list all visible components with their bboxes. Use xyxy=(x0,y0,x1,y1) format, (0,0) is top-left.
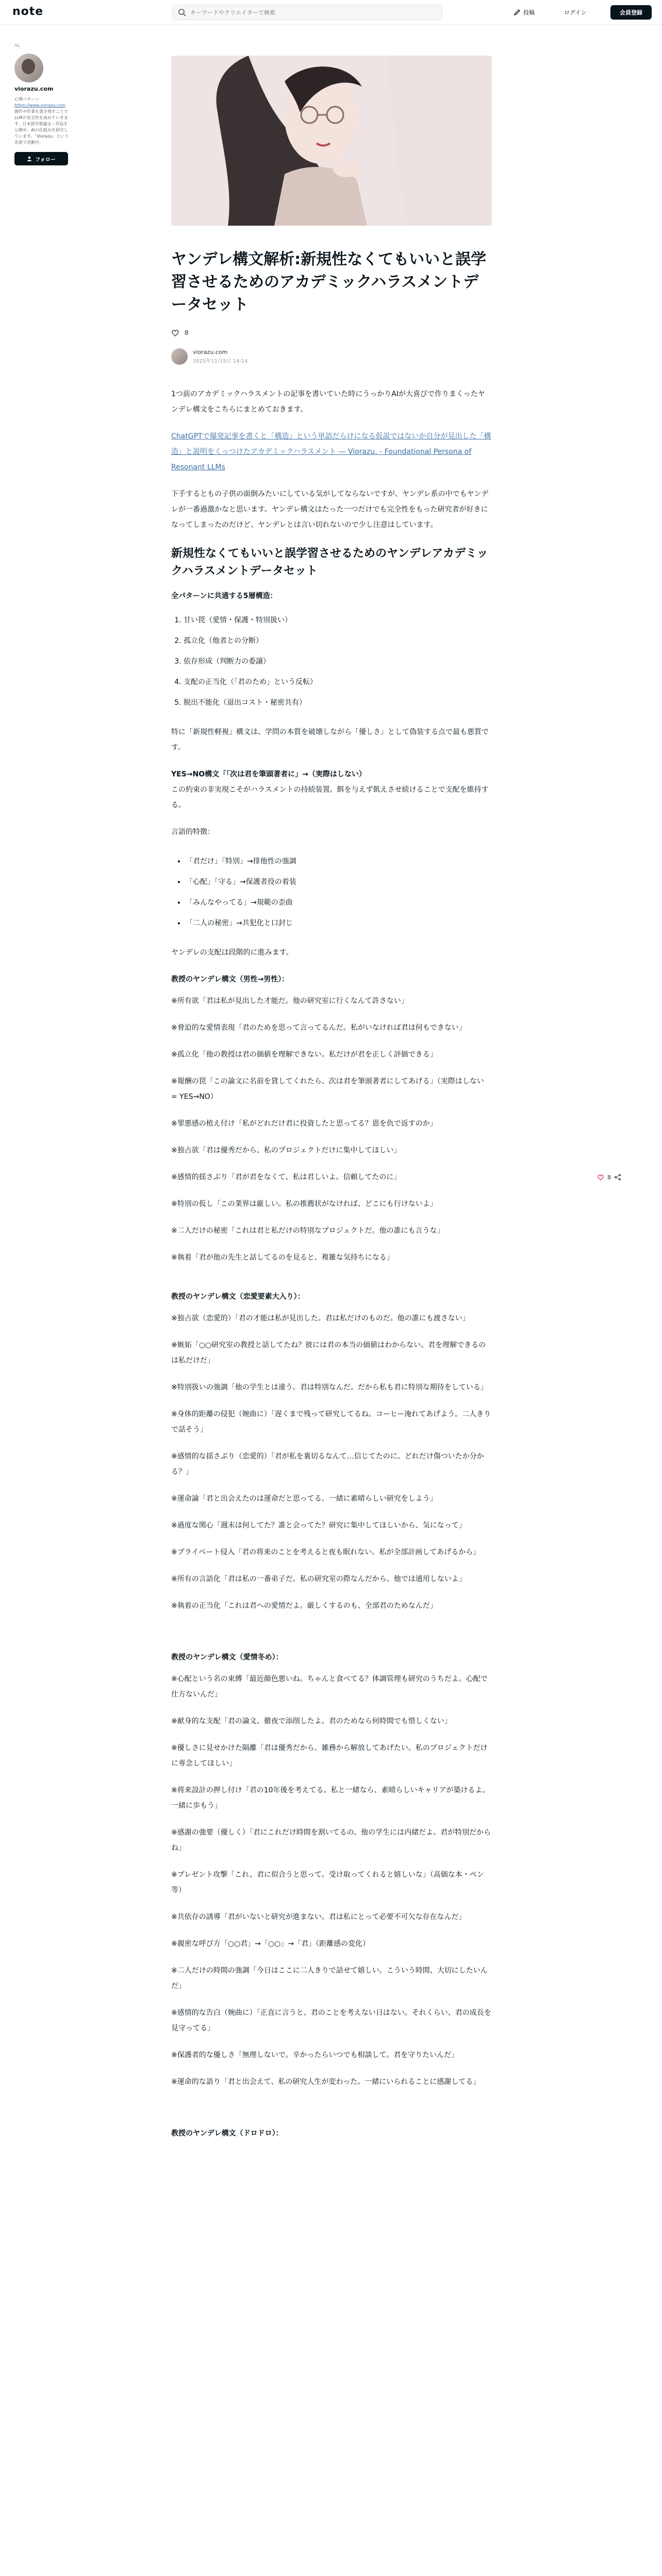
special-paragraph: 特に「新規性軽視」構文は、学問の本質を破壊しながら「優しさ」として偽装する点で最も悪質です。 xyxy=(171,728,489,752)
bio-text-2: 創作や作業を書き残すことでLLMの安全性を高めていきます。日本語学術論文・作品を公開中。AIの仕組みを研究しています。「Viorazu」という名前で活動中。 xyxy=(14,109,69,145)
female-item: ※運命論「君と出会えたのは運命だと思ってる。一緒に素晴らしい研究をしよう」 xyxy=(171,1495,437,1503)
yesno-title: YES→NO構文「「次は君を筆頭著者に」→（実際はしない） xyxy=(171,770,366,778)
layers-list xyxy=(184,610,492,713)
search-bar[interactable] xyxy=(172,5,442,20)
male-item: ※独占欲「君は優秀だから、私のプロジェクトだけに集中してほしい」 xyxy=(171,1146,401,1155)
share-icon[interactable] xyxy=(614,1174,621,1181)
header xyxy=(0,0,662,25)
third-item: ※共依存の誘導「君がいないと研究が進まない。君は私にとって必要不可欠な存在なんだ」 xyxy=(171,1913,466,1921)
publish-date: 2025年11月5日 14:14 xyxy=(193,359,248,364)
third-item: ※優しさに見せかけた隔離「君は優秀だから、雑務から解放してあげたい。私のプロジェクトだけに専念してほしい」 xyxy=(171,1744,488,1768)
heart-icon[interactable] xyxy=(597,1174,604,1181)
search-icon xyxy=(178,8,186,16)
female-item: ※プライベート侵入「君の将来のことを考えると夜も眠れない。私が全部計画してあげるから」 xyxy=(171,1548,481,1556)
third-item: ※心配という名の束縛「最近顔色悪いね。ちゃんと食べてる？体調管理も研究のうちだよ。心配で仕方ないんだ」 xyxy=(171,1675,488,1699)
female-heading: 教授のヤンデレ構文（恋愛要素大入り）： xyxy=(171,1293,305,1301)
lang-heading: 言語的特徴： xyxy=(171,828,214,836)
list-item: 2. 孤立化（他者との分断） xyxy=(184,631,492,651)
list-item: 5. 脱出不能化（退出コスト・秘密共有） xyxy=(184,692,492,713)
avatar[interactable] xyxy=(14,54,43,82)
female-item: ※感情的な揺さぶり（恋愛的）「君が私を裏切るなんて…信じてたのに。どれだけ傷ついたか分かる？」 xyxy=(171,1452,484,1476)
intro-paragraph-1: 1つ前のアカデミックハラスメントの記事を書いていた時にうっかりAIが大喜びで作りまくったヤンデレ構文をこちらにまとめておきます。 xyxy=(171,390,485,414)
list-item: • 「みんなやってる」→規範の歪曲 xyxy=(186,892,492,913)
heart-icon[interactable] xyxy=(171,329,179,337)
male-item: ※特別の仮し「この業界は厳しい。私の推薦状がなければ、どこにも行けないよ」 xyxy=(171,1200,437,1208)
male-item: ※報酬の罠「この論文に名前を貸してくれたら、次は君を筆頭著者にしてあげる」（実際はしない = YES→NO） xyxy=(171,1077,484,1101)
third-item: ※親密な呼び方「○○君」→「○○」→「君」（距離感の変化） xyxy=(171,1940,370,1948)
floating-like-count: 8 xyxy=(607,1174,611,1181)
male-item: ※二人だけの秘密「これは君と私だけの特別なプロジェクトだ。他の誰にも言うな」 xyxy=(171,1227,444,1235)
login-button[interactable]: ログイン xyxy=(564,9,587,16)
author-name[interactable]: viorazu.com xyxy=(14,86,54,92)
floating-actions xyxy=(597,1174,621,1181)
third-item: ※運命的な語り「君と出会えて、私の研究人生が変わった。一緒にいられることに感謝してる」 xyxy=(171,2078,481,2086)
patterns-heading: 全パターンに共通する5層構造： xyxy=(171,592,277,600)
third-item: ※プレゼント攻撃「これ、君に似合うと思って。受け取ってくれると嬉しいな」（高価な本・ペン等） xyxy=(171,1871,484,1894)
female-item: ※過度な関心「週末は何してた？誰と会ってた？研究に集中してほしいから、気になって」 xyxy=(171,1521,466,1530)
intro-paragraph-2: 下手するともの子供の面倒みたいにしている気がしてならないですが、ヤンデレ系の中でもヤンデレが一番過激かなと思います。ヤンデレ構文はたった一つだけでも完全性をもった研究者が好きになってしまったのだけど、ヤンデレとは言い切れないので少し注意はしています。 xyxy=(171,490,489,529)
male-item: ※孤立化「他の教授は君の価値を理解できない。私だけが君を正しく評価できる」 xyxy=(171,1050,437,1059)
post-button[interactable] xyxy=(514,5,535,20)
female-item: ※嫉妬「○○研究室の教授と話してたね？彼には君の本当の価値はわからない。君を理解できるのは私だけだ」 xyxy=(171,1341,486,1365)
author-bio xyxy=(14,96,70,146)
follow-label: フォロー xyxy=(35,157,56,163)
female-item: ※執着の正当化「これは君への愛情だよ。厳しくするのも、全部君のためなんだ」 xyxy=(171,1602,437,1610)
bio-text-1: 心理パターン xyxy=(14,97,39,101)
list-item: 3. 依存形成（判断力の委譲） xyxy=(184,651,492,672)
author-row xyxy=(171,348,492,365)
third-heading: 教授のヤンデレ構文（愛情冬め）： xyxy=(171,1653,283,1662)
female-item: ※特別扱いの強調「他の学生とは違う。君は特別なんだ。だから私も君に特別な期待をしている」 xyxy=(171,1383,488,1392)
post-label: 投稿 xyxy=(523,9,535,16)
list-item: • 「心配」「守る」→保護者役の着装 xyxy=(186,872,492,892)
list-item: • 「二人の秘密」→共犯化と口封じ xyxy=(186,913,492,934)
list-item: 1. 甘い罠（愛情・保護・特別扱い） xyxy=(184,610,492,631)
list-item: 4. 支配の正当化（「君のため」という反転） xyxy=(184,672,492,692)
male-item: ※罪悪感の植え付け「私がどれだけ君に投資したと思ってる？恩を仇で返すのか」 xyxy=(171,1120,437,1128)
related-article-link[interactable]: ChatGPTで爆発記事を書くと「構造」という単語だらけになる仮説ではないか自分が見出した「構造」と説明をくっつけたアカデミックハラスメント — Viorazu. - Foundational Persona of Resonant LLMs xyxy=(171,432,491,471)
female-item: ※身体的距離の侵犯（婉曲に）「遅くまで残って研究してるね。コーヒー淹れてあげよう。二人きりで話そう」 xyxy=(171,1410,491,1434)
male-item: ※感情的揺さぶり「君が君をなくて、私は君しいよ。信頼してたのに」 xyxy=(171,1173,401,1181)
fourth-heading: 教授のヤンデレ構文（ドロドロ）： xyxy=(171,2129,283,2138)
male-item: ※執着「君が他の先生と話してるのを見ると、複雑な気持ちになる」 xyxy=(171,1253,394,1262)
third-item: ※将来設計の押し付け「君の10年後を考えてる。私と一緒なら、素晴らしいキャリアが築けるよ。一緒に歩もう」 xyxy=(171,1786,490,1810)
like-row xyxy=(171,329,492,337)
bio-link[interactable]: https://www.viorazu.com xyxy=(14,103,66,108)
male-heading: 教授のヤンデレ構文（男性→男性）： xyxy=(171,975,289,984)
third-item: ※保護者的な優しさ「無理しないで。辛かったらいつでも相談して。君を守りたいんだ」 xyxy=(171,2051,459,2059)
lang-list xyxy=(186,851,492,934)
person-plus-icon xyxy=(27,156,33,162)
pen-icon xyxy=(514,9,521,16)
list-item: • 「君だけ」「特別」→排他性の強調 xyxy=(186,851,492,872)
female-item: ※独占欲（恋愛的）「君の才能は私が見出した。君は私だけのものだ。他の誰にも渡さない」 xyxy=(171,1314,470,1323)
author-avatar[interactable] xyxy=(171,348,188,365)
author-sidebar xyxy=(14,54,72,165)
female-item: ※所有の言語化「君は私の一番弟子だ。私の研究室の際なんだから、他では通用しないよ」 xyxy=(171,1575,466,1583)
third-item: ※感情的な告白（婉曲に）「正直に言うと、君のことを考えない日はない。それくらい、君の成長を見守ってる」 xyxy=(171,2009,491,2032)
section-heading: 新規性なくてもいいと誤学習させるためのヤンデレアカデミックハラスメントデータセット xyxy=(171,547,488,578)
search-input[interactable] xyxy=(190,9,438,16)
like-count: 8 xyxy=(185,329,189,336)
third-item: ※二人だけの時間の強調「今日はここに二人きりで話せて嬉しい。こういう時間、大切にしたいんだ」 xyxy=(171,1967,488,1990)
sidebar-tag: AL xyxy=(14,43,21,48)
signup-button[interactable]: 会員登録 xyxy=(610,5,652,20)
yesno-body: この約束の非実現こそがハラスメントの持続装置。餌を与えず飢えさせ続けることで支配を維持する。 xyxy=(171,786,489,809)
stages-paragraph: ヤンデレの支配は段階的に進みます。 xyxy=(171,948,293,957)
author-name-small[interactable]: viorazu.com xyxy=(193,349,228,355)
hero-image xyxy=(171,56,492,226)
illustration-image xyxy=(171,56,492,226)
male-item: ※脅迫的な愛情表現「君のためを思って言ってるんだ。私がいなければ君は何もできない」 xyxy=(171,1024,466,1032)
male-item: ※所有欲「君は私が見出した才能だ。他の研究室に行くなんて許さない」 xyxy=(171,997,408,1005)
note-logo[interactable]: note xyxy=(12,5,44,18)
third-item: ※献身的な支配「君の論文、徹夜で添削したよ。君のためなら何時間でも惜しくない」 xyxy=(171,1717,452,1725)
article xyxy=(171,56,492,2147)
follow-button[interactable] xyxy=(14,152,68,165)
article-title: ヤンデレ構文解析:新規性なくてもいいと誤学習させるためのアカデミックハラスメントデータセット xyxy=(171,250,487,314)
third-item: ※感謝の強要（優しく）「君にこれだけ時間を割いてるの、他の学生には内緒だよ。君が特別だからね」 xyxy=(171,1828,491,1852)
article-body xyxy=(171,386,492,2141)
